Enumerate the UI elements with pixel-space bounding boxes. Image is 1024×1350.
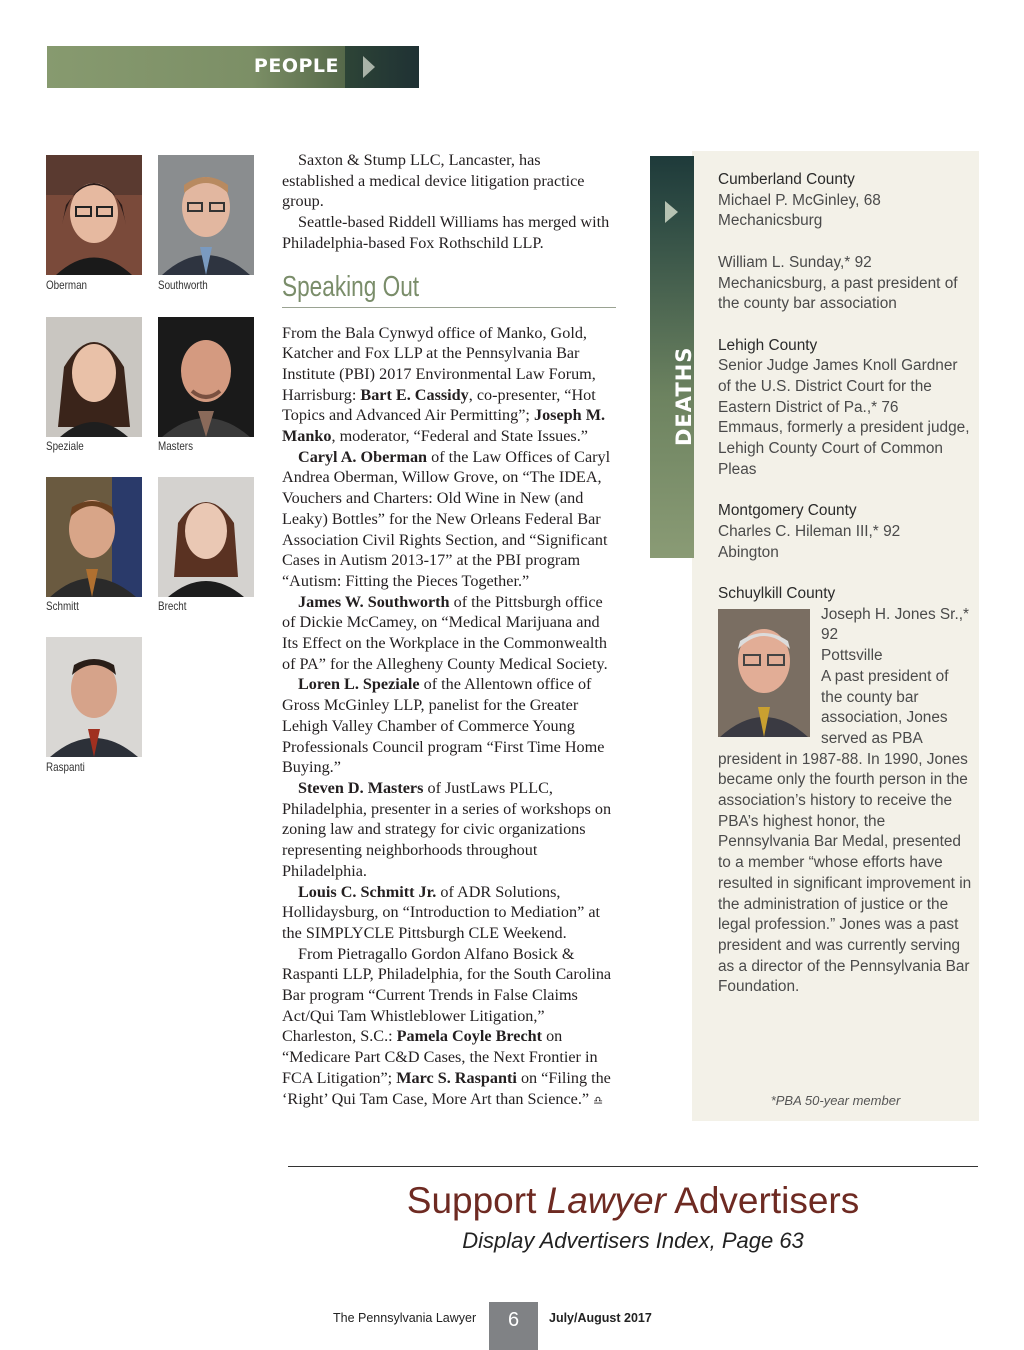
obituary-detail: Pottsville xyxy=(821,647,883,665)
speaking-paragraph: Louis C. Schmitt Jr. of ADR Solutions, Hollidaysburg, on “Introduction to Mediation” at the SIMPLYCLE Pittsburgh CLE Weekend. xyxy=(282,882,600,942)
page-number: 6 xyxy=(489,1302,538,1350)
photo-caption: Raspanti xyxy=(46,760,85,774)
issue-date: July/August 2017 xyxy=(549,1311,652,1325)
obituary-name: William L. Sunday,* 92 xyxy=(718,253,872,271)
deaths-list xyxy=(718,170,973,998)
obituary-name: Senior Judge James Knoll Gardner of the U.S. District Court for the Eastern District of Pa.,* 76 xyxy=(718,357,958,416)
photo-speziale xyxy=(46,317,142,437)
photo-caption: Masters xyxy=(158,439,194,453)
obituary-detail: Emmaus, formerly a president judge, Lehigh County Court of Common Pleas xyxy=(718,419,970,478)
scales-icon: ♎ xyxy=(593,1093,604,1107)
divider xyxy=(288,1166,978,1167)
photo-masters xyxy=(158,317,254,437)
photo-brecht xyxy=(158,477,254,597)
section-divider xyxy=(282,307,616,308)
photo-southworth xyxy=(158,155,254,275)
intro-paragraph: Saxton & Stump LLC, Lancaster, has established a medical device litigation practice group. xyxy=(282,151,585,211)
photo-schmitt xyxy=(46,477,142,597)
county-heading: Schuylkill County xyxy=(718,585,836,602)
speaking-paragraph: Steven D. Masters of JustLaws PLLC, Philadelphia, presenter in a series of workshops on zoning law and strategy for civic organizations representing neighborhoods throughout Philadelphia. xyxy=(282,778,612,880)
photo-caption: Schmitt xyxy=(46,599,79,613)
arrow-right-icon xyxy=(665,201,678,223)
county-heading: Lehigh County xyxy=(718,336,818,354)
speaking-paragraph: From Pietragallo Gordon Alfano Bosick & Raspanti LLP, Philadelphia, for the South Carolina Bar program “Current Trends in False Claims Act/Qui Tam Whistleblower Litigation,” Charleston, S.C.: Pamela Coyle Brecht on “Medicare Part C&D Cases, the Next Frontier in FCA Litigation”; Marc S. Raspanti on “Filing the ‘Right’ Qui Tam Case, More Art than Science.” ♎ xyxy=(282,944,612,1108)
section-banner xyxy=(47,46,419,88)
deaths-tab xyxy=(650,156,694,558)
obituary-detail: Mechanicsburg, a past president of the county bar association xyxy=(718,274,958,313)
people-column xyxy=(282,150,616,1111)
speaking-paragraph: James W. Southworth of the Pittsburgh office of Dickie McCamey, on “Medical Marijuana and Its Effect on the Workplace in the Commonwealth of PA” for the Allegheny County Medical Society. xyxy=(282,592,608,673)
arrow-right-icon xyxy=(363,56,375,78)
obituary-name: Michael P. McGinley, 68 xyxy=(718,191,881,209)
advertisers-index-link[interactable]: Display Advertisers Index, Page 63 xyxy=(462,1228,804,1253)
photo-oberman xyxy=(46,155,142,275)
obituary-name: Joseph H. Jones Sr.,* 92 xyxy=(821,605,969,644)
photo-caption: Oberman xyxy=(46,278,88,292)
photo-caption: Brecht xyxy=(158,599,187,613)
obituary-detail: Mechanicsburg xyxy=(718,212,823,230)
speaking-out-heading: Speaking Out xyxy=(282,270,420,303)
photo-jones xyxy=(718,609,810,737)
obituary-name: Charles C. Hileman III,* 92 xyxy=(718,522,901,540)
county-heading: Cumberland County xyxy=(718,171,855,188)
photo-caption: Speziale xyxy=(46,439,84,453)
support-advertisers-heading: Support Lawyer Advertisers xyxy=(406,1180,860,1221)
speaking-paragraph: Loren L. Speziale of the Allentown office of Gross McGinley LLP, panelist for the Greater Lehigh Valley Chamber of Commerce Young Professionals Council program “First Time Home Buying.” xyxy=(282,675,605,777)
photo-caption: Southworth xyxy=(158,278,208,292)
speaking-paragraph: From the Bala Cynwyd office of Manko, Gold, Katcher and Fox LLP at the Pennsylvania Bar Institute (PBI) 2017 Environmental Law Forum, Harrisburg: Bart E. Cassidy, co-presenter, “Hot Topics and Advanced Air Permitting”; Joseph M. Manko, moderator, “Federal and State Issues.” xyxy=(282,323,606,446)
obituary-text: A past president of the county bar association, Jones served as PBA president in 1987-88. In 1990, Jones became only the fourth person in the association’s history to receive the PBA’s highest honor, the Pennsylvania Bar Medal, presented to a member “whose efforts have resulted in significant improvement in the administration of justice or the legal profession.” Jones was a past president and was currently serving as a director of the Pennsylvania Bar Foundation. xyxy=(718,667,972,996)
publication-name: The Pennsylvania Lawyer xyxy=(333,1311,477,1325)
county-heading: Montgomery County xyxy=(718,502,857,520)
section-label: PEOPLE xyxy=(253,55,339,77)
obituary-detail: Abington xyxy=(718,543,779,561)
membership-note: *PBA 50-year member xyxy=(770,1093,901,1108)
banner-tab xyxy=(345,46,419,88)
deaths-label: DEATHS xyxy=(672,346,696,446)
photo-raspanti xyxy=(46,637,142,757)
speaking-paragraph: Caryl A. Oberman of the Law Offices of Caryl Andrea Oberman, Willow Grove, on “The IDEA, Vouchers and Charters: Old Wine in New (and Leaky) Bottles” for the New Orleans Federal Bar Association Civil Rights Section, and “Significant Cases in Autism 2013-17” at the PBI program “Autism: Fitting the Pieces Together.” xyxy=(282,447,611,590)
intro-paragraph: Seattle-based Riddell Williams has merged with Philadelphia-based Fox Rothschild LLP. xyxy=(282,213,610,252)
